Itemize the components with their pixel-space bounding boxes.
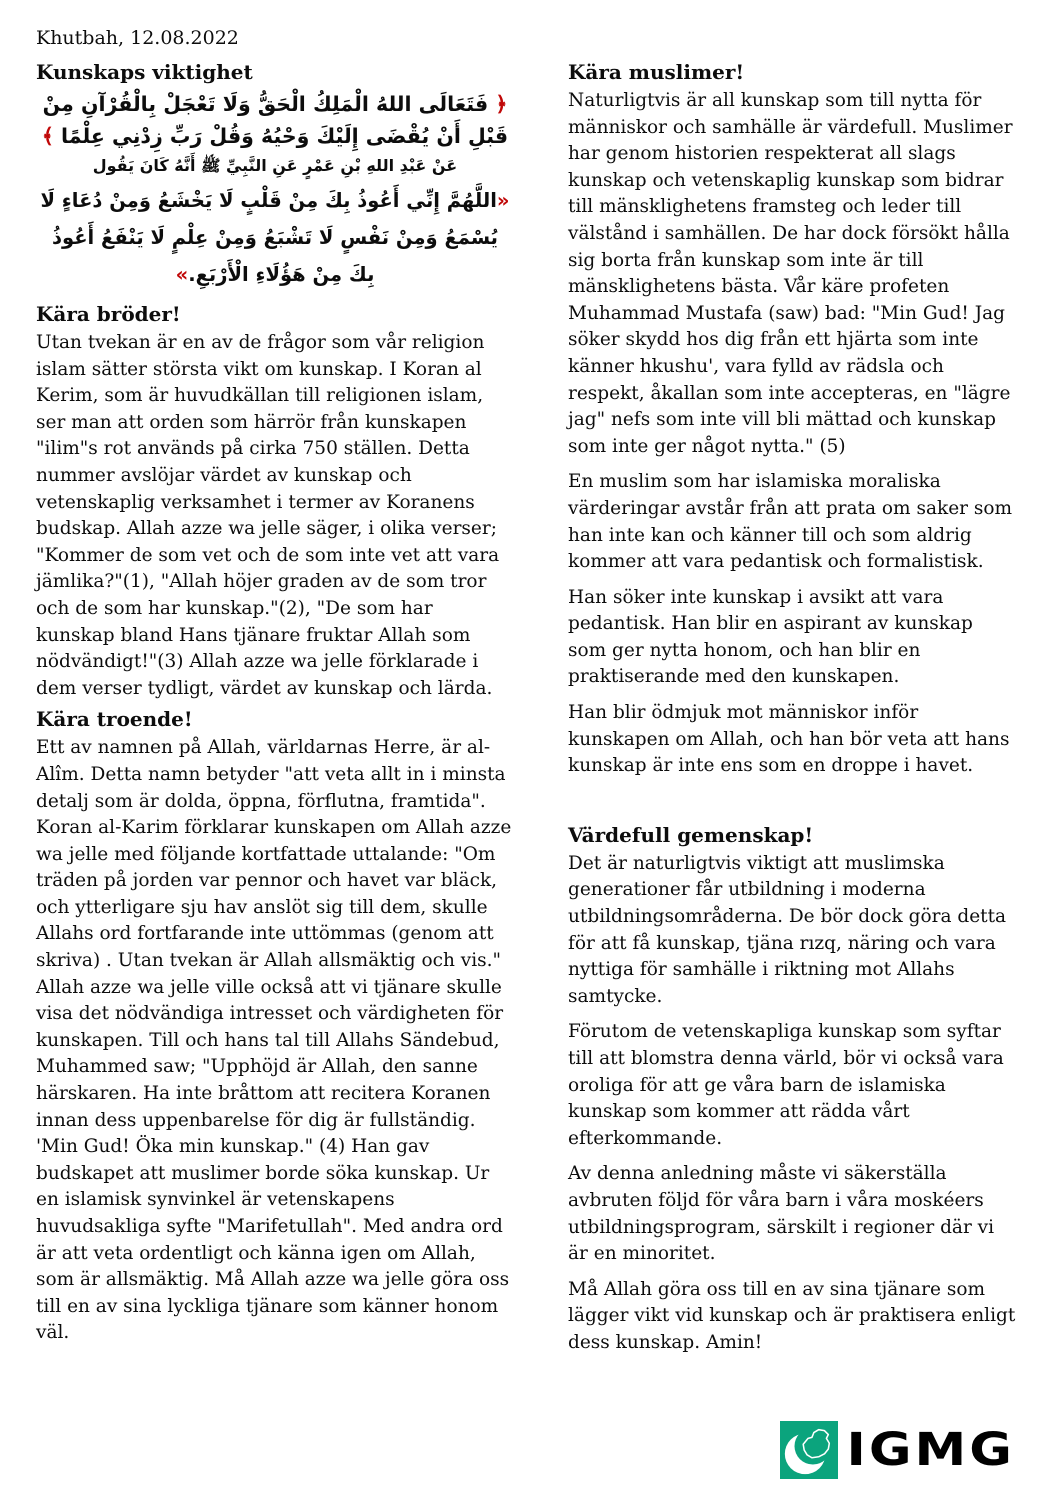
paragraph: Det är naturligtvis viktigt att muslimska generationer får utbildning i moderna utbildningsområderna. De bör dock göra detta för att få kunskap, tjäna rızq, näring och vara nyttiga för samhälle i riktning mot Allahs samtycke. — [568, 852, 1007, 1007]
quran-verse-text: فَتَعَالَى اللهُ الْمَلِكُ الْحَقُّ وَلَا تَعْجَلْ بِالْقُرْآنِ مِنْ قَبْلِ أَنْ يُقْضَى إِلَيْكَ وَحْيُهُ وَقُلْ رَبِّ زِدْنِي عِلْمًا — [42, 92, 509, 148]
arabic-dua — [36, 182, 514, 293]
guillemet-close: » — [175, 263, 189, 286]
left-column — [36, 59, 514, 1351]
igmg-logo-text: IGMG — [846, 1423, 1015, 1477]
paragraph: Må Allah göra oss till en av sina tjänare som lägger vikt vid kunskap och är praktisera enligt dess kunskap. Amin! — [568, 1278, 1016, 1353]
paragraph: Ett av namnen på Allah, världarnas Herre, är al-Alîm. Detta namn betyder "att veta allt in i minsta detalj som är dolda, öppna, förflutna, framtida". Koran al-Karim förklarar kunskapen om Allah azze wa jelle med följande kortfattade uttalande: "Om träden på jorden var pennor och havet var bläck, och ytterligare sju hav anslöt sig till dem, skulle Allahs ord fortfarande inte uttömmas (genom att skriva) . Utan tvekan är Allah allsmäktig och vis." Allah azze wa jelle ville också att vi tjänare skulle visa det nödvändiga intresset och värdigheten för kunskapen. Till och hans tal till Allahs Sändebud, Muhammed saw; "Upphöjd är Allah, den sanne härskaren. Ha inte bråttom att recitera Koranen innan dess uppenbarelse för dig är fullständig. 'Min Gud! Öka min kunskap." (4) Han gav budskapet att muslimer borde söka kunskap. Ur en islamisk synvinkel är vetenskapens huvudsakliga syfte "Marifetullah". Med andra ord är att veta ordentligt och känna igen om Allah, som är allsmäktig. Må Allah azze wa jelle göra oss till en av sina lyckliga tjänare som känner honom väl. — [36, 737, 512, 1344]
section-heading-kara-broder: Kära bröder! — [36, 302, 181, 326]
igmg-crescent-europe-icon — [780, 1421, 838, 1479]
doc-date: Khutbah, 12.08.2022 — [36, 27, 239, 49]
igmg-logo — [780, 1419, 1015, 1481]
arabic-quran-verse — [36, 88, 514, 152]
right-column — [568, 59, 1016, 1366]
two-column-layout — [36, 59, 1016, 1366]
ornate-bracket-close: ﴾ — [41, 124, 54, 148]
paragraph: Av denna anledning måste vi säkerställa avbruten följd för våra barn i våra moskéers utbildningsprogram, särskilt i regioner där vi är en minoritet. — [568, 1163, 995, 1265]
guillemet-open: « — [496, 189, 510, 212]
hadith-narrator-line: عَنْ عَبْدِ اللهِ بْنِ عَمْرٍ عَنِ النَّبِيِّ ﷺ أَنَّهُ كَانَ يَقُول — [92, 156, 458, 175]
section-heading-vardefull-gemenskap: Värdefull gemenskap! — [568, 822, 814, 847]
paragraph: Han söker inte kunskap i avsikt att vara pedantisk. Han blir en aspirant av kunskap som ger nytta honom, och han blir en praktiserande med den kunskapen. — [568, 586, 973, 688]
ornate-bracket-open: ﴿ — [495, 92, 508, 116]
paragraph: En muslim som har islamiska moraliska värderingar avstår från att prata om saker som han inte kan och känner till och som aldrig kommer att vara pedantisk och formalistisk. — [568, 471, 1013, 573]
paragraph: Utan tvekan är en av de frågor som vår religion islam sätter största vikt om kunskap. I Koran al Kerim, som är huvudkällan till religionen islam, ser man att orden som härrör från kunskapen "ilim"s rot används på cirka 750 ställen. Detta nummer avslöjar värdet av kunskap och vetenskaplig verksamhet i termer av Koranens budskap. Allah azze wa jelle säger, i olika verser; "Kommer de som vet och de som inte vet att vara jämlika?"(1), "Allah höjer graden av de som tror och de som har kunskap."(2), "De som har kunskap bland Hans tjänare fruktar Allah som nödvändigt!"(3) Allah azze wa jelle förklarade i dem verser tydligt, värdet av kunskap och lärda. — [36, 332, 500, 699]
section-heading-kara-troende: Kära troende! — [36, 707, 193, 732]
page-title: Kunskaps viktighet — [36, 60, 253, 84]
section-heading-kara-muslimer: Kära muslimer! — [568, 60, 745, 84]
paragraph: Förutom de vetenskapliga kunskap som syftar till att blomstra denna värld, bör vi också vara oroliga för att ge våra barn de islamiska kunskap som kommer att rädda vårt efterkommande. — [568, 1021, 1004, 1149]
paragraph: Han blir ödmjuk mot människor inför kunskapen om Allah, och han bör veta att hans kunskap är inte ens som en droppe i havet. — [568, 702, 1010, 777]
dua-text: اللَّهُمَّ إِنِّي أَعُوذُ بِكَ مِنْ قَلْبٍ لَا يَخْشَعُ وَمِنْ دُعَاءٍ لَا يُسْمَعُ وَمِنْ نَفْسٍ لَا تَشْبَعُ وَمِنْ عِلْمٍ لَا يَنْفَعُ أَعُوذُ بِكَ مِنْ هَؤُلَاءِ الْأَرْبَعِ. — [40, 189, 498, 286]
arabic-quotes-block — [36, 88, 514, 293]
paragraph: Naturligtvis är all kunskap som till nytta för människor och samhälle är värdefull. Muslimer har genom historien respekterat all slags kunskap och vetenskaplig kunskap som bidrar till mänsklighetens framsteg och leder till välstånd i samhällen. De har dock försökt hålla sig borta från kunskap som inte är till mänsklighetens bästa. Vår käre profeten Muhammad Mustafa (saw) bad: "Min Gud! Jag söker skydd hos dig från ett hjärta som inte känner hkushu', vara fylld av rädsla och respekt, åkallan som inte accepteras, en "lägre jag" nefs som inte vill bli mättad och kunskap som inte ger något nytta." (5) — [568, 90, 1013, 457]
